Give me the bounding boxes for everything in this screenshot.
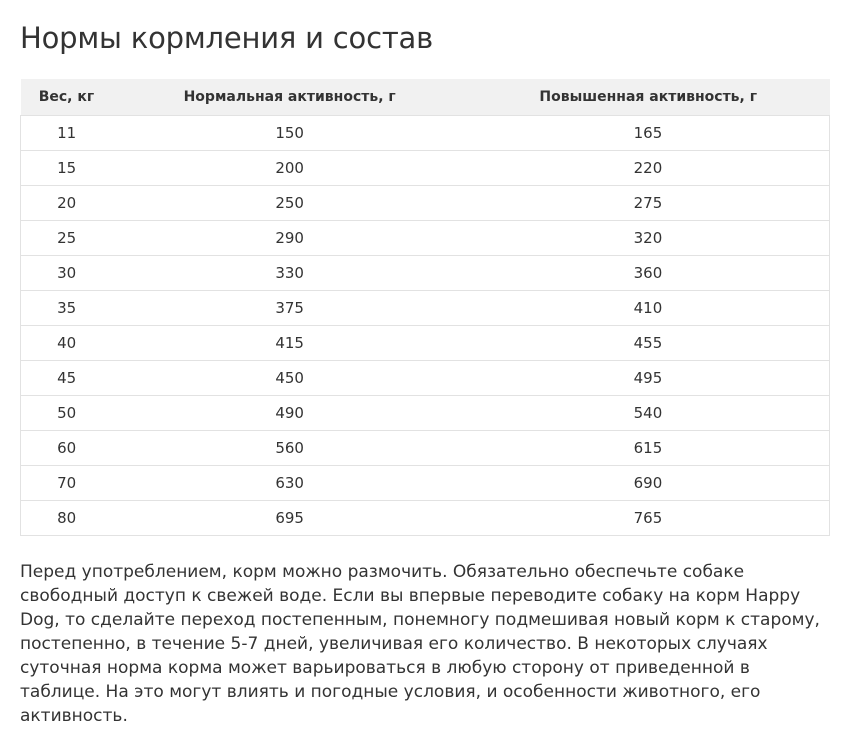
table-header-row	[21, 79, 830, 116]
feeding-norms-table	[20, 79, 830, 536]
cell-high-activity: 410	[467, 291, 830, 326]
cell-weight: 60	[21, 431, 113, 466]
cell-normal-activity: 200	[112, 151, 467, 186]
table-row	[21, 326, 830, 361]
cell-normal-activity: 630	[112, 466, 467, 501]
cell-weight: 25	[21, 221, 113, 256]
cell-high-activity: 690	[467, 466, 830, 501]
table-row	[21, 116, 830, 151]
cell-weight: 20	[21, 186, 113, 221]
cell-normal-activity: 490	[112, 396, 467, 431]
cell-high-activity: 165	[467, 116, 830, 151]
cell-normal-activity: 330	[112, 256, 467, 291]
cell-high-activity: 615	[467, 431, 830, 466]
table-row	[21, 396, 830, 431]
cell-normal-activity: 290	[112, 221, 467, 256]
column-header-high-activity: Повышенная активность, г	[467, 79, 830, 116]
cell-normal-activity: 375	[112, 291, 467, 326]
cell-high-activity: 455	[467, 326, 830, 361]
cell-weight: 35	[21, 291, 113, 326]
table-row	[21, 361, 830, 396]
cell-weight: 15	[21, 151, 113, 186]
table-row	[21, 291, 830, 326]
cell-normal-activity: 250	[112, 186, 467, 221]
cell-normal-activity: 415	[112, 326, 467, 361]
cell-high-activity: 765	[467, 501, 830, 536]
cell-high-activity: 540	[467, 396, 830, 431]
table-row	[21, 431, 830, 466]
table-row	[21, 256, 830, 291]
cell-high-activity: 275	[467, 186, 830, 221]
column-header-normal-activity: Нормальная активность, г	[112, 79, 467, 116]
cell-weight: 30	[21, 256, 113, 291]
cell-weight: 80	[21, 501, 113, 536]
page-title: Нормы кормления и состав	[20, 21, 433, 55]
cell-normal-activity: 695	[112, 501, 467, 536]
feeding-note-paragraph: Перед употреблением, корм можно размочить. Обязательно обеспечьте собаке свободный доступ к свежей воде. Если вы впервые переводите собаку на корм Happy Dog, то сделайте переход постепенным, понемногу подмешивая новый корм к старому, постепенно, в течение 5-7 дней, увеличивая его количество. В некоторых случаях суточная норма корма может варьироваться в любую сторону от приведенной в таблице. На это могут влиять и погодные условия, и особенности животного, его активность.	[20, 562, 820, 726]
cell-weight: 40	[21, 326, 113, 361]
table-row	[21, 501, 830, 536]
cell-normal-activity: 560	[112, 431, 467, 466]
cell-weight: 11	[21, 116, 113, 151]
cell-weight: 70	[21, 466, 113, 501]
cell-high-activity: 320	[467, 221, 830, 256]
table-row	[21, 221, 830, 256]
cell-normal-activity: 450	[112, 361, 467, 396]
cell-weight: 50	[21, 396, 113, 431]
column-header-weight: Вес, кг	[21, 79, 113, 116]
table-row	[21, 186, 830, 221]
cell-high-activity: 495	[467, 361, 830, 396]
cell-high-activity: 360	[467, 256, 830, 291]
cell-normal-activity: 150	[112, 116, 467, 151]
table-row	[21, 151, 830, 186]
cell-high-activity: 220	[467, 151, 830, 186]
cell-weight: 45	[21, 361, 113, 396]
table-row	[21, 466, 830, 501]
